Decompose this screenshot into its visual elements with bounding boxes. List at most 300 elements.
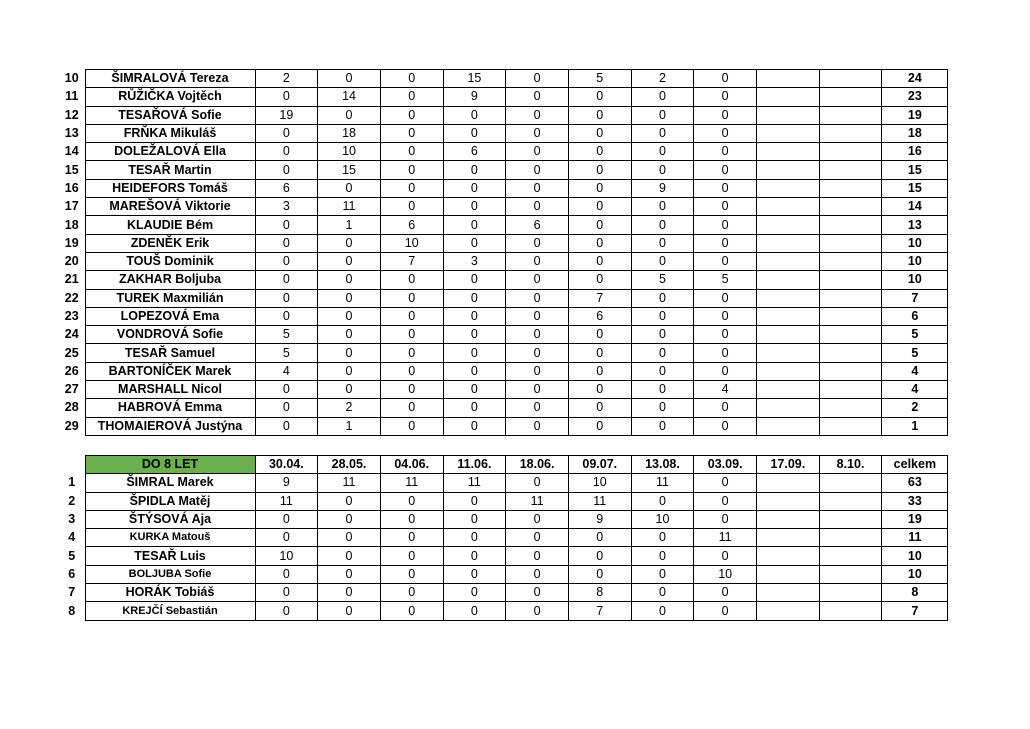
score-cell: 0 — [380, 602, 443, 620]
total-cell: 4 — [882, 362, 948, 380]
name-cell: KURKA Matouš — [85, 529, 255, 547]
score-cell: 5 — [694, 271, 757, 289]
rank-cell: 7 — [68, 585, 76, 600]
score-cell: 0 — [568, 326, 631, 344]
score-cell: 7 — [568, 602, 631, 620]
score-cell: 0 — [380, 529, 443, 547]
table-row — [59, 417, 948, 435]
total-cell: 16 — [882, 143, 948, 161]
score-cell: 0 — [380, 399, 443, 417]
score-cell — [757, 271, 820, 289]
score-cell: 0 — [506, 602, 569, 620]
table-row — [59, 307, 948, 325]
name-cell: RŮŽIČKA Vojtěch — [85, 88, 255, 106]
score-cell: 0 — [631, 602, 694, 620]
score-cell: 0 — [443, 547, 506, 565]
score-cell: 0 — [568, 252, 631, 270]
table-row — [59, 565, 948, 583]
score-cell: 0 — [506, 547, 569, 565]
table-row — [59, 510, 948, 528]
score-cell: 4 — [694, 381, 757, 399]
score-cell — [819, 399, 882, 417]
score-cell: 0 — [631, 143, 694, 161]
name-cell: DOLEŽALOVÁ Ella — [85, 143, 255, 161]
score-cell: 0 — [380, 307, 443, 325]
name-cell: LOPEZOVÁ Ema — [85, 307, 255, 325]
table-row — [59, 474, 948, 492]
score-cell: 10 — [255, 547, 318, 565]
score-cell: 0 — [318, 326, 381, 344]
score-cell: 11 — [506, 492, 569, 510]
score-cell: 0 — [506, 362, 569, 380]
score-cell: 11 — [568, 492, 631, 510]
score-cell: 0 — [694, 474, 757, 492]
total-cell: 14 — [882, 198, 948, 216]
score-cell — [819, 474, 882, 492]
score-cell: 0 — [380, 161, 443, 179]
score-cell: 0 — [506, 271, 569, 289]
score-cell: 0 — [318, 602, 381, 620]
date-header: 13.08. — [631, 456, 694, 474]
score-cell: 0 — [506, 529, 569, 547]
score-cell: 0 — [694, 547, 757, 565]
score-cell: 0 — [568, 271, 631, 289]
table-row — [59, 529, 948, 547]
name-cell: KREJČÍ Sebastián — [85, 602, 255, 620]
score-cell — [819, 143, 882, 161]
rank-cell: 12 — [64, 107, 79, 122]
name-cell: TESAŘOVÁ Sofie — [85, 106, 255, 124]
score-cell: 2 — [255, 70, 318, 88]
score-cell: 0 — [506, 198, 569, 216]
score-cell: 0 — [318, 584, 381, 602]
score-cell: 0 — [568, 216, 631, 234]
score-cell: 0 — [506, 344, 569, 362]
total-cell: 23 — [882, 88, 948, 106]
score-cell: 0 — [568, 106, 631, 124]
rank-cell: 25 — [64, 345, 79, 360]
score-cell — [757, 179, 820, 197]
score-cell — [819, 106, 882, 124]
score-cell: 0 — [318, 271, 381, 289]
score-cell: 0 — [255, 602, 318, 620]
score-cell: 0 — [443, 362, 506, 380]
rank-cell: 24 — [64, 327, 79, 342]
name-cell: ŠIMRALOVÁ Tereza — [85, 70, 255, 88]
date-header: 04.06. — [380, 456, 443, 474]
score-cell: 19 — [255, 106, 318, 124]
score-cell: 0 — [694, 252, 757, 270]
score-cell — [819, 216, 882, 234]
score-cell — [757, 161, 820, 179]
score-cell: 0 — [631, 417, 694, 435]
score-cell — [819, 326, 882, 344]
score-cell: 10 — [318, 143, 381, 161]
rank-cell: 22 — [64, 290, 79, 305]
rank-cell: 14 — [64, 144, 79, 159]
score-cell: 0 — [318, 106, 381, 124]
score-cell — [757, 547, 820, 565]
total-cell: 7 — [882, 602, 948, 620]
score-cell: 0 — [694, 88, 757, 106]
table-row — [59, 399, 948, 417]
score-cell: 0 — [631, 381, 694, 399]
rank-cell: 2 — [68, 493, 76, 508]
score-cell: 0 — [506, 124, 569, 142]
table-row — [59, 106, 948, 124]
score-cell: 0 — [318, 529, 381, 547]
score-cell — [757, 143, 820, 161]
date-header: 28.05. — [318, 456, 381, 474]
score-cell: 0 — [694, 234, 757, 252]
table-row — [59, 492, 948, 510]
score-cell — [819, 307, 882, 325]
score-cell: 6 — [380, 216, 443, 234]
name-cell: BOLJUBA Sofie — [85, 565, 255, 583]
score-cell — [757, 602, 820, 620]
score-cell: 0 — [694, 106, 757, 124]
score-cell: 0 — [631, 547, 694, 565]
score-cell: 4 — [255, 362, 318, 380]
score-cell: 0 — [380, 417, 443, 435]
score-cell: 0 — [568, 399, 631, 417]
score-cell: 0 — [443, 106, 506, 124]
score-cell: 9 — [255, 474, 318, 492]
score-cell: 0 — [443, 326, 506, 344]
rank-cell: 21 — [64, 272, 79, 287]
score-cell: 0 — [694, 510, 757, 528]
score-cell: 0 — [506, 474, 569, 492]
score-cell — [757, 106, 820, 124]
score-cell: 9 — [631, 179, 694, 197]
score-cell: 0 — [568, 417, 631, 435]
score-cell — [757, 529, 820, 547]
rank-cell: 10 — [64, 71, 79, 86]
name-cell: ŠTÝSOVÁ Aja — [85, 510, 255, 528]
score-cell: 0 — [568, 547, 631, 565]
score-cell — [819, 602, 882, 620]
score-cell: 0 — [255, 510, 318, 528]
score-cell: 0 — [443, 216, 506, 234]
score-cell — [819, 271, 882, 289]
total-cell: 13 — [882, 216, 948, 234]
total-cell: 8 — [882, 584, 948, 602]
score-cell: 0 — [443, 234, 506, 252]
score-cell: 0 — [568, 362, 631, 380]
score-cell — [757, 88, 820, 106]
score-cell: 0 — [631, 492, 694, 510]
total-cell: 5 — [882, 326, 948, 344]
score-cell: 5 — [255, 326, 318, 344]
score-cell — [757, 252, 820, 270]
score-cell: 0 — [506, 234, 569, 252]
score-cell: 0 — [318, 510, 381, 528]
score-cell: 0 — [506, 307, 569, 325]
score-cell — [757, 417, 820, 435]
name-cell: VONDROVÁ Sofie — [85, 326, 255, 344]
score-cell — [757, 565, 820, 583]
score-cell — [757, 307, 820, 325]
score-cell: 1 — [318, 417, 381, 435]
score-cell — [757, 326, 820, 344]
score-cell: 0 — [443, 565, 506, 583]
score-cell: 0 — [568, 381, 631, 399]
total-cell: 10 — [882, 234, 948, 252]
score-cell: 0 — [255, 289, 318, 307]
total-cell: 19 — [882, 510, 948, 528]
name-cell: HABROVÁ Emma — [85, 399, 255, 417]
score-cell: 0 — [506, 326, 569, 344]
score-cell: 0 — [380, 326, 443, 344]
total-cell: 15 — [882, 161, 948, 179]
rank-cell: 5 — [68, 548, 76, 563]
score-cell: 0 — [506, 510, 569, 528]
rank-header-blank — [59, 456, 85, 474]
score-cell: 10 — [568, 474, 631, 492]
score-cell: 0 — [380, 565, 443, 583]
score-cell: 0 — [568, 179, 631, 197]
score-cell: 10 — [694, 565, 757, 583]
score-cell: 0 — [631, 529, 694, 547]
table-row — [59, 179, 948, 197]
score-cell: 0 — [255, 216, 318, 234]
score-cell — [757, 399, 820, 417]
score-cell: 11 — [318, 474, 381, 492]
name-cell: KLAUDIE Bém — [85, 216, 255, 234]
score-cell: 5 — [568, 70, 631, 88]
name-cell: TOUŠ Dominik — [85, 252, 255, 270]
score-cell: 0 — [631, 307, 694, 325]
score-cell: 0 — [380, 70, 443, 88]
category-label: DO 8 LET — [85, 456, 255, 474]
score-cell: 0 — [694, 124, 757, 142]
score-cell: 11 — [380, 474, 443, 492]
name-cell: MARSHALL Nicol — [85, 381, 255, 399]
score-cell: 0 — [631, 289, 694, 307]
date-header: 09.07. — [568, 456, 631, 474]
rank-cell: 29 — [64, 418, 79, 433]
score-cell: 0 — [380, 492, 443, 510]
date-header: 18.06. — [506, 456, 569, 474]
score-cell: 7 — [568, 289, 631, 307]
score-cell: 14 — [318, 88, 381, 106]
table-row — [59, 252, 948, 270]
score-cell: 0 — [568, 529, 631, 547]
score-cell: 0 — [694, 179, 757, 197]
score-cell: 6 — [443, 143, 506, 161]
score-cell: 0 — [568, 161, 631, 179]
score-cell: 2 — [318, 399, 381, 417]
total-cell: 7 — [882, 289, 948, 307]
score-cell: 0 — [568, 565, 631, 583]
score-cell: 0 — [694, 70, 757, 88]
score-cell: 0 — [443, 198, 506, 216]
score-cell: 6 — [255, 179, 318, 197]
table-row — [59, 271, 948, 289]
score-cell: 0 — [318, 252, 381, 270]
score-cell — [757, 381, 820, 399]
score-cell: 2 — [631, 70, 694, 88]
score-cell: 0 — [443, 584, 506, 602]
score-cell: 11 — [694, 529, 757, 547]
total-cell: 4 — [882, 381, 948, 399]
score-cell: 0 — [318, 289, 381, 307]
total-cell: 19 — [882, 106, 948, 124]
score-cell: 0 — [631, 344, 694, 362]
score-cell: 9 — [568, 510, 631, 528]
score-cell: 0 — [380, 271, 443, 289]
score-cell: 0 — [631, 198, 694, 216]
score-cell: 0 — [506, 161, 569, 179]
score-cell: 0 — [694, 198, 757, 216]
table-row — [59, 216, 948, 234]
score-cell: 0 — [631, 88, 694, 106]
name-cell: TESAŘ Martin — [85, 161, 255, 179]
score-cell — [757, 216, 820, 234]
score-cell: 5 — [631, 271, 694, 289]
score-cell — [819, 547, 882, 565]
score-cell: 0 — [380, 547, 443, 565]
name-cell: TUREK Maxmilián — [85, 289, 255, 307]
total-cell: 63 — [882, 474, 948, 492]
table-row — [59, 547, 948, 565]
score-cell: 0 — [506, 70, 569, 88]
score-cell: 10 — [380, 234, 443, 252]
rank-cell: 11 — [65, 89, 79, 104]
score-cell: 0 — [694, 289, 757, 307]
score-cell: 0 — [255, 271, 318, 289]
total-cell: 10 — [882, 565, 948, 583]
score-cell: 0 — [694, 584, 757, 602]
rank-cell: 8 — [68, 603, 76, 618]
score-cell: 0 — [443, 381, 506, 399]
score-cell: 0 — [318, 70, 381, 88]
score-cell: 0 — [443, 289, 506, 307]
score-cell: 0 — [506, 143, 569, 161]
score-cell — [819, 252, 882, 270]
rank-cell: 15 — [64, 162, 79, 177]
score-cell: 0 — [568, 344, 631, 362]
score-cell: 11 — [318, 198, 381, 216]
score-cell: 0 — [255, 234, 318, 252]
total-cell: 15 — [882, 179, 948, 197]
score-cell: 0 — [506, 289, 569, 307]
score-cell: 0 — [694, 602, 757, 620]
score-cell: 0 — [380, 584, 443, 602]
score-cell: 0 — [318, 234, 381, 252]
total-cell: 10 — [882, 252, 948, 270]
score-cell: 0 — [380, 143, 443, 161]
rank-cell: 19 — [64, 235, 79, 250]
rank-cell: 23 — [64, 309, 79, 323]
score-cell — [819, 289, 882, 307]
score-cell: 0 — [631, 161, 694, 179]
score-cell — [757, 198, 820, 216]
score-cell: 11 — [443, 474, 506, 492]
score-cell: 0 — [443, 344, 506, 362]
score-cell: 0 — [631, 362, 694, 380]
score-cell: 0 — [443, 529, 506, 547]
score-cell: 0 — [380, 88, 443, 106]
score-cell: 0 — [694, 307, 757, 325]
score-cell: 0 — [443, 417, 506, 435]
score-cell: 3 — [255, 198, 318, 216]
score-cell: 0 — [318, 492, 381, 510]
table-row — [59, 381, 948, 399]
score-cell: 9 — [443, 88, 506, 106]
score-cell: 0 — [568, 198, 631, 216]
score-cell: 0 — [443, 161, 506, 179]
score-cell — [819, 179, 882, 197]
score-cell: 0 — [255, 161, 318, 179]
score-cell: 0 — [380, 124, 443, 142]
score-cell: 0 — [443, 271, 506, 289]
score-cell: 0 — [568, 88, 631, 106]
score-cell: 0 — [694, 362, 757, 380]
score-cell: 0 — [694, 399, 757, 417]
score-cell: 0 — [631, 252, 694, 270]
total-cell: 6 — [882, 307, 948, 325]
rank-cell: 20 — [64, 254, 79, 269]
table-row — [59, 326, 948, 344]
total-cell: 11 — [882, 529, 948, 547]
score-cell: 0 — [631, 124, 694, 142]
score-cell: 0 — [318, 362, 381, 380]
rank-cell: 3 — [68, 512, 76, 527]
score-cell: 11 — [631, 474, 694, 492]
table-row — [59, 198, 948, 216]
total-cell: 5 — [882, 344, 948, 362]
rank-cell: 26 — [64, 363, 79, 378]
score-cell — [757, 492, 820, 510]
score-cell — [757, 474, 820, 492]
score-cell: 3 — [443, 252, 506, 270]
score-cell — [819, 88, 882, 106]
table-row — [59, 602, 948, 620]
date-header: 8.10. — [819, 456, 882, 474]
score-cell: 0 — [255, 88, 318, 106]
table-row — [59, 161, 948, 179]
score-cell: 7 — [380, 252, 443, 270]
score-cell: 0 — [694, 161, 757, 179]
score-cell: 0 — [568, 124, 631, 142]
ranking-table-continued — [59, 69, 948, 436]
score-cell: 0 — [443, 179, 506, 197]
name-cell: FRŇKA Mikuláš — [85, 124, 255, 142]
date-header: 17.09. — [757, 456, 820, 474]
name-cell: ZAKHAR Boljuba — [85, 271, 255, 289]
score-cell: 15 — [443, 70, 506, 88]
score-cell: 0 — [631, 584, 694, 602]
score-cell: 15 — [318, 161, 381, 179]
score-cell: 0 — [255, 252, 318, 270]
score-cell: 0 — [380, 179, 443, 197]
score-cell: 6 — [568, 307, 631, 325]
score-cell: 0 — [255, 399, 318, 417]
table-row — [59, 124, 948, 142]
rank-cell: 16 — [64, 180, 79, 195]
score-cell: 0 — [694, 143, 757, 161]
score-cell — [819, 381, 882, 399]
score-cell — [819, 417, 882, 435]
score-cell: 0 — [694, 492, 757, 510]
score-cell: 0 — [380, 344, 443, 362]
score-cell: 0 — [255, 143, 318, 161]
score-cell: 18 — [318, 124, 381, 142]
rank-cell: 1 — [68, 475, 76, 490]
header-row — [59, 456, 948, 474]
score-cell — [757, 362, 820, 380]
